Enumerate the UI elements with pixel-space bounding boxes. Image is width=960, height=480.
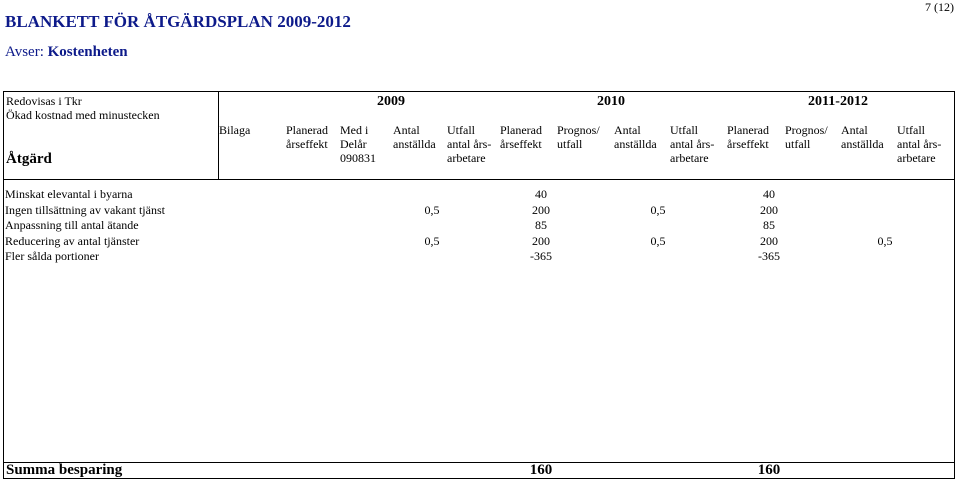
cell-p2010: 40 <box>535 187 547 201</box>
row-label: Minskat elevantal i byarna <box>5 187 133 201</box>
planerad-2010-header: Planerad årseffekt <box>500 123 542 151</box>
antal-2011-header: Antal anställda <box>841 123 884 151</box>
avser-line <box>5 44 128 61</box>
cell-p2011: 85 <box>763 218 775 232</box>
row-label: Anpassning till antal ätande <box>5 218 139 232</box>
sum-label: Summa besparing <box>6 462 123 478</box>
cost-note: Ökad kostnad med minustecken <box>6 108 160 122</box>
planerad-2011-header: Planerad årseffekt <box>727 123 769 151</box>
document-title: BLANKETT FÖR ÅTGÄRDSPLAN 2009-2012 <box>5 12 351 31</box>
sum-2010: 160 <box>529 462 553 478</box>
cell-u2011: 0,5 <box>877 233 893 248</box>
sum-2011: 160 <box>757 462 781 478</box>
cell-u2009: 0,5 <box>424 233 440 248</box>
sum-divider <box>3 462 955 463</box>
currency-note: Redovisas i Tkr <box>6 94 82 108</box>
cell-p2011: -365 <box>758 249 780 263</box>
bilaga-header: Bilaga <box>219 123 251 137</box>
cell-p2010: 200 <box>532 233 550 248</box>
year-2010: 2010 <box>597 94 625 109</box>
avser-label: Avser: <box>5 44 44 60</box>
utfall-2009-header: Utfall antal års- arbetare <box>447 123 492 165</box>
antal-2010-header: Antal anställda <box>614 123 657 151</box>
prognos-2010-header: Prognos/ utfall <box>557 123 600 151</box>
row-label: Ingen tillsättning av vakant tjänst <box>5 202 165 217</box>
cell-u2010: 0,5 <box>650 202 666 217</box>
row-label: Reducering av antal tjänster <box>5 233 140 248</box>
header-divider <box>3 179 955 180</box>
row-label: Fler sålda portioner <box>5 249 99 263</box>
cell-p2010: 85 <box>535 218 547 232</box>
cell-p2011: 200 <box>760 233 778 248</box>
prognos-2011-header: Prognos/ utfall <box>785 123 828 151</box>
cell-u2010: 0,5 <box>650 233 666 248</box>
cell-p2010: 200 <box>532 202 550 217</box>
year-2009: 2009 <box>377 94 405 109</box>
med-i-delar-header: Med i Delår 090831 <box>340 123 376 165</box>
cell-p2011: 200 <box>760 202 778 217</box>
page-number: 7 (12) <box>925 0 954 14</box>
planerad-2009-header: Planerad årseffekt <box>286 123 328 151</box>
utfall-2010-header: Utfall antal års- arbetare <box>670 123 715 165</box>
cell-p2010: -365 <box>530 249 552 263</box>
avser-value: Kostenheten <box>47 44 128 60</box>
utfall-2011-header: Utfall antal års- arbetare <box>897 123 942 165</box>
year-2011-2012: 2011-2012 <box>808 94 868 109</box>
cell-u2009: 0,5 <box>424 202 440 217</box>
antal-2009-header: Antal anställda <box>393 123 436 151</box>
cell-p2011: 40 <box>763 187 775 201</box>
action-column-header: Åtgärd <box>6 151 52 167</box>
